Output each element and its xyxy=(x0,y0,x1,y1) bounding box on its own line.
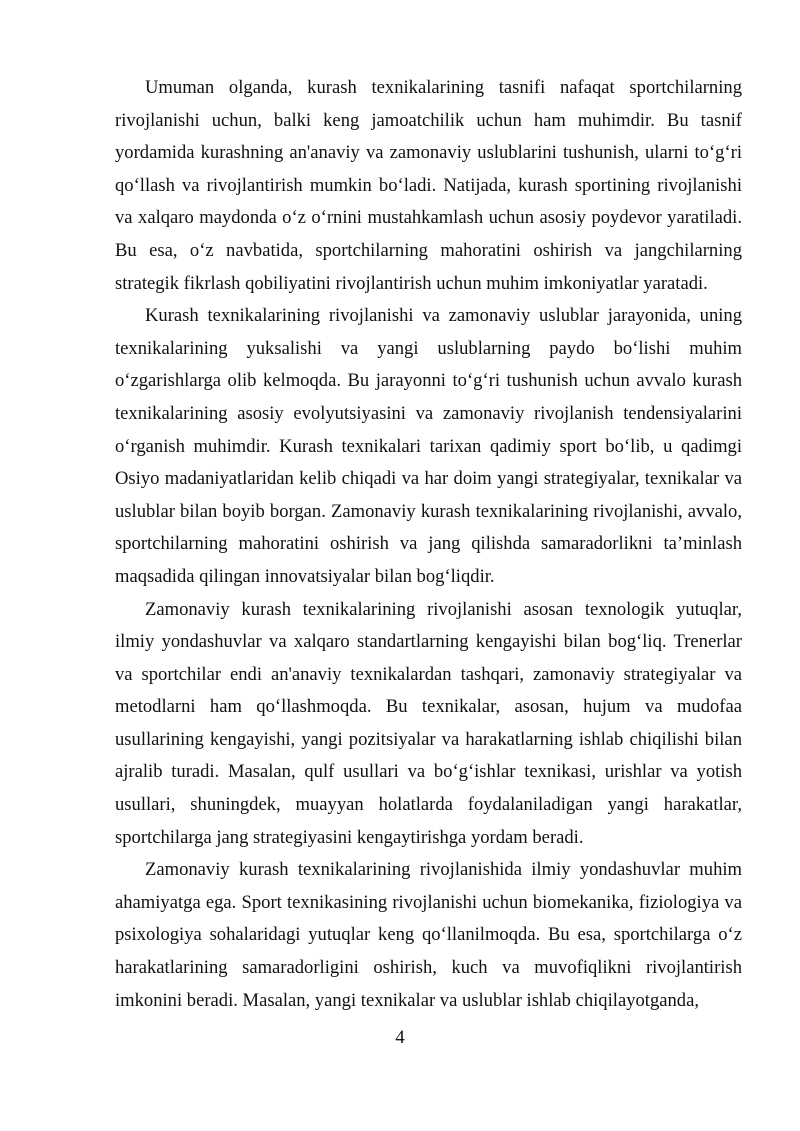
document-body xyxy=(115,72,742,1017)
paragraph: Kurash texnikalarining rivojlanishi va zamonaviy uslublar jarayonida, uning texnikalarining yuksalishi va yangi uslublarning paydo bo‘lishi muhim o‘zgarishlarga olib kelmoqda. Bu jarayonni to‘g‘ri tushunish uchun avvalo kurash texnikalarining asosiy evolyutsiyasini va zamonaviy rivojlanish tendensiyalarini o‘rganish muhimdir. Kurash texnikalari tarixan qadimiy sport bo‘lib, u qadimgi Osiyo madaniyatlaridan kelib chiqadi va har doim yangi strategiyalar, texnikalar va uslublar bilan boyib borgan. Zamonaviy kurash texnikalarining rivojlanishi, avvalo, sportchilarning mahoratini oshirish va jang qilishda samaradorlikni ta’minlash maqsadida qilingan innovatsiyalar bilan bog‘liqdir. xyxy=(115,305,742,587)
paragraph: Umuman olganda, kurash texnikalarining tasnifi nafaqat sportchilarning rivojlanishi uchun, balki keng jamoatchilik uchun ham muhimdir. Bu tasnif yordamida kurashning an'anaviy va zamonaviy uslublarini tushunish, ularni to‘g‘ri qo‘llash va rivojlantirish mumkin bo‘ladi. Natijada, kurash sportining rivojlanishi va xalqaro maydonda o‘z o‘rnini mustahkamlash uchun asosiy poydevor yaratiladi. Bu esa, o‘z navbatida, sportchilarning mahoratini oshirish va jangchilarning strategik fikrlash qobiliyatini rivojlantirish uchun muhim imkoniyatlar yaratadi. xyxy=(115,77,742,294)
page-number: 4 xyxy=(395,1027,405,1048)
paragraph: Zamonaviy kurash texnikalarining rivojlanishi asosan texnologik yutuqlar, ilmiy yondashuvlar va xalqaro standartlarning kengayishi bilan bog‘liq. Trenerlar va sportchilar endi an'anaviy texnikalardan tashqari, zamonaviy strategiyalar va metodlarni ham qo‘llashmoqda. Bu texnikalar, asosan, hujum va mudofaa usullarining kengayishi, yangi pozitsiyalar va harakatlarning ishlab chiqilishi bilan ajralib turadi. Masalan, qulf usullari va bo‘g‘ishlar texnikasi, urishlar va yotish usullari, shuningdek, muayyan holatlarda foydalaniladigan yangi harakatlar, sportchilarga jang strategiyasini kengaytirishga yordam beradi. xyxy=(115,598,742,848)
paragraph: Zamonaviy kurash texnikalarining rivojlanishida ilmiy yondashuvlar muhim ahamiyatga ega. Sport texnikasining rivojlanishi uchun biomekanika, fiziologiya va psixologiya sohalaridagi yutuqlar keng qo‘llanilmoqda. Bu esa, sportchilarga o‘z harakatlarining samaradorligini oshirish, kuch va muvofiqlikni rivojlantirish imkonini beradi. Masalan, yangi texnikalar va uslublar ishlab chiqilayotganda, xyxy=(115,859,742,1011)
